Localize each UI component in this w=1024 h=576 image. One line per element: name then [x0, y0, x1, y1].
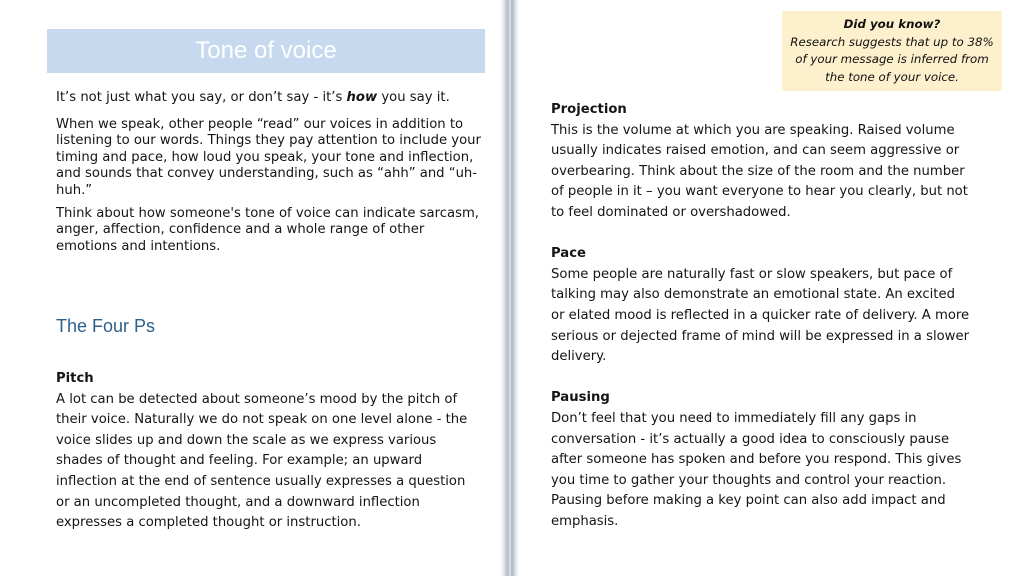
- projection-heading: Projection: [551, 102, 627, 117]
- page-title: Tone of voice: [47, 29, 485, 73]
- callout-title: Did you know?: [843, 17, 941, 31]
- intro-emphasis: how: [346, 90, 378, 105]
- pitch-heading: Pitch: [56, 371, 94, 386]
- pace-heading: Pace: [551, 246, 586, 262]
- projection-section: [551, 100, 971, 224]
- intro-suffix: you say it.: [377, 90, 450, 105]
- callout-text: Research suggests that up to 38% of your message is inferred from the tone of your voice.: [790, 34, 994, 84]
- body-paragraph: Think about how someone's tone of voice can indicate sarcasm, anger, affection, confidence and a whole range of other emotions and intentions.: [56, 205, 480, 254]
- body-paragraph: When we speak, other people “read” our voices in addition to listening to our words. Things they pay attention to include your timing and pace, how loud you speak, your tone and inflection, and sounds that convey understanding, such as “ahh” and “uh-huh.”: [56, 116, 481, 198]
- pace-text: Some people are naturally fast or slow speakers, but pace of talking may also demonstrate an emotional state. An excited or elated mood is reflected in a quicker rate of delivery. A more serious or dejected frame of mind will be expressed in a slower delivery.: [551, 266, 970, 365]
- right-column: [551, 100, 971, 553]
- intro-section: [56, 90, 482, 261]
- projection-text: This is the volume at which you are speaking. Raised volume usually indicates raised emotion, and can seem aggressive or overbearing. Think about the size of the room and the number of people in it – you want everyone to hear you clearly, but not to feel dominated or overshadowed.: [551, 122, 968, 220]
- pace-section: [551, 244, 971, 368]
- pitch-text: A lot can be detected about someone’s mood by the pitch of their voice. Naturally we do not speak on one level alone - the voice slides up and down the scale as we express various shades of thought and feeling. For example; an upward inflection at the end of sentence usually expresses a question or an uncompleted thought, and a downward inflection expresses a completed thought or instruction.: [56, 391, 468, 531]
- pitch-section: [56, 369, 482, 534]
- pausing-section: [551, 388, 971, 532]
- pausing-heading: Pausing: [551, 390, 610, 406]
- did-you-know-callout: [782, 11, 1002, 91]
- page-divider: [500, 0, 520, 576]
- pausing-text: Don’t feel that you need to immediately fill any gaps in conversation - it’s actually a good idea to consciously pause after someone has spoken and before you respond. This gives you time to gather your thoughts and control your reaction. Pausing before making a key point can also add impact and emphasis.: [551, 410, 962, 529]
- intro-paragraph: [56, 90, 482, 107]
- section-heading: The Four Ps: [56, 316, 156, 336]
- intro-prefix: It’s not just what you say, or don’t say - it’s: [56, 90, 347, 105]
